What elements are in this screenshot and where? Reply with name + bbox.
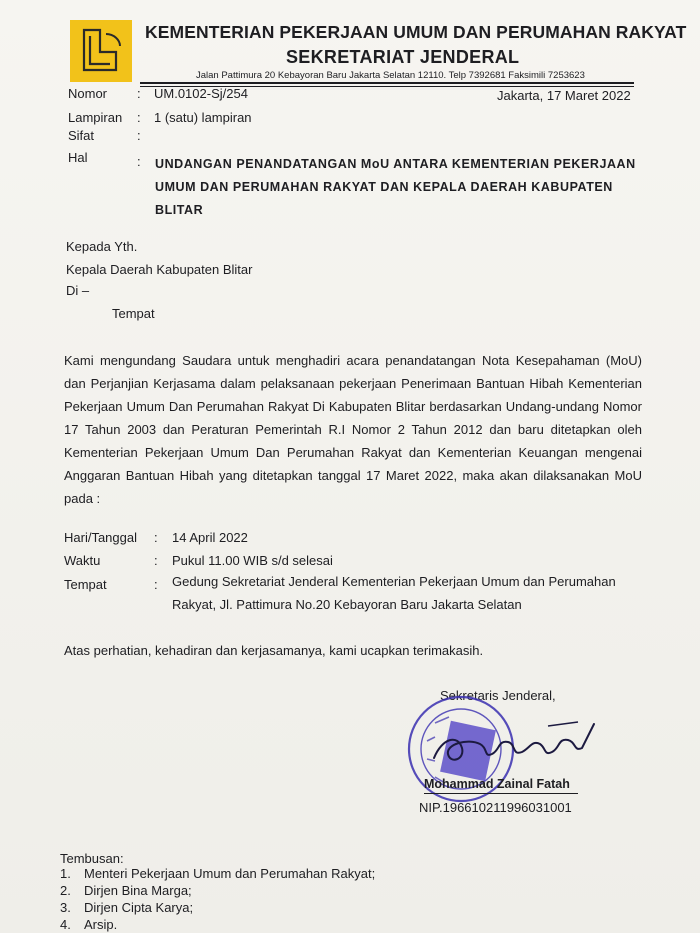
sifat-label: Sifat xyxy=(68,128,95,143)
event-place-colon: : xyxy=(154,577,158,592)
signatory-name-underline xyxy=(424,793,578,794)
event-date-colon: : xyxy=(154,530,158,545)
recipient-place: Tempat xyxy=(112,306,155,321)
ministry-name: KEMENTERIAN PEKERJAAN UMUM DAN PERUMAHAN RAKYAT xyxy=(145,22,687,42)
handwritten-signature xyxy=(428,718,598,778)
lampiran-label: Lampiran xyxy=(68,110,123,125)
cc-item: 2. Dirjen Bina Marga; xyxy=(60,883,192,898)
event-time-value: Pukul 11.00 WIB s/d selesai xyxy=(172,553,333,568)
event-time-colon: : xyxy=(154,553,158,568)
lampiran-colon: : xyxy=(137,110,141,125)
letter-subject: UNDANGAN PENANDATANGAN MoU ANTARA KEMENTERIAN PEKERJAAN UMUM DAN PERUMAHAN RAKYAT DAN KEPALA DAERAH KABUPATEN BLITAR xyxy=(155,157,636,217)
letterhead-address: Jalan Pattimura 20 Kebayoran Baru Jakarta Selatan 12110. Telp 7392681 Faksimili 7253623 xyxy=(196,70,585,81)
nomor-value: UM.0102-Sj/254 xyxy=(154,86,248,101)
cc-item: 1. Menteri Pekerjaan Umum dan Perumahan Rakyat; xyxy=(60,866,376,881)
event-time-label: Waktu xyxy=(64,553,101,568)
event-date-label: Hari/Tanggal xyxy=(64,530,137,545)
letterhead-rule xyxy=(140,82,634,84)
letter-date: Jakarta, 17 Maret 2022 xyxy=(497,88,631,103)
event-place-label: Tempat xyxy=(64,577,107,592)
hal-colon: : xyxy=(137,154,141,169)
cc-title: Tembusan: xyxy=(60,851,124,866)
recipient-di: Di – xyxy=(66,283,90,298)
event-place-line1: Gedung Sekretariat Jenderal Kementerian Pekerjaan Umum dan Perumahan xyxy=(172,574,616,589)
nomor-label: Nomor xyxy=(68,86,108,101)
recipient-name: Kepala Daerah Kabupaten Blitar xyxy=(66,262,253,277)
cc-item: 3. Dirjen Cipta Karya; xyxy=(60,900,194,915)
secretariat-name: SEKRETARIAT JENDERAL xyxy=(286,47,520,67)
cc-list xyxy=(60,865,375,933)
nomor-colon: : xyxy=(137,86,141,101)
recipient-salutation: Kepada Yth. xyxy=(66,239,138,254)
ministry-logo xyxy=(70,20,132,82)
lampiran-value: 1 (satu) lampiran xyxy=(154,110,252,125)
signatory-nip: NIP.196610211996031001 xyxy=(419,800,572,815)
cc-item: 4. Arsip. xyxy=(60,917,118,932)
hal-label: Hal xyxy=(68,150,88,165)
event-place-line2: Rakyat, Jl. Pattimura No.20 Kebayoran Baru Jakarta Selatan xyxy=(172,597,522,612)
signatory-name: Mohammad Zainal Fatah xyxy=(424,777,570,791)
sifat-colon: : xyxy=(137,128,141,143)
closing-text: Atas perhatian, kehadiran dan kerjasamanya, kami ucapkan terimakasih. xyxy=(64,643,484,658)
event-date-value: 14 April 2022 xyxy=(172,530,248,545)
body-paragraph: Kami mengundang Saudara untuk menghadiri acara penandatangan Nota Kesepahaman (MoU) dan Perjanjian Kerjasama dalam pelaksanaan pekerjaan Penerimaan Bantuan Hibah Kementerian Pekerjaan Umum Dan Perumahan Rakyat Di Kabupaten Blitar berdasarkan Undang-undang Nomor 17 Tahun 2003 dan Peraturan Pemerintah R.I Nomor 2 Tahun 2012 dan baru ditetapkan oleh Kementerian Pekerjaan Umum Dan Perumahan Rakyat dan Kementerian Keuangan mengenai Anggaran Bantuan Hibah yang ditetapkan tanggal 17 Maret 2022, maka akan dilaksanakan MoU pada : xyxy=(64,353,642,506)
signatory-title: Sekretaris Jenderal, xyxy=(440,688,556,703)
